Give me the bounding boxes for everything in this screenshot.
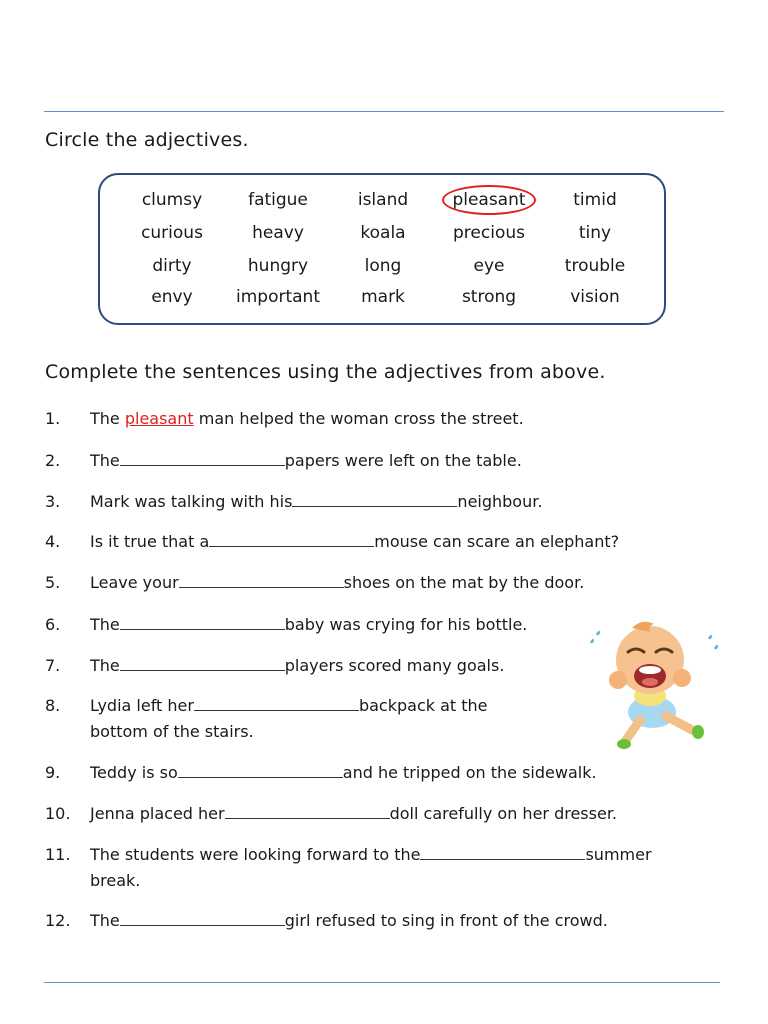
answer-pleasant[interactable]: pleasant (124, 409, 194, 428)
sentence-text: summer (585, 845, 652, 864)
sentence-text: mouse can scare an elephant? (374, 532, 620, 551)
answer-blank[interactable] (179, 571, 344, 588)
word-bank-word[interactable]: important (236, 287, 320, 307)
sentence-text: shoes on the mat by the door. (343, 573, 585, 592)
sentence-text: baby was crying for his bottle. (284, 615, 528, 634)
word-bank-word[interactable]: precious (453, 223, 525, 243)
word-bank-word[interactable]: trouble (564, 256, 626, 276)
sentence-text: The (90, 451, 120, 470)
answer-blank[interactable] (420, 843, 585, 860)
sentence-number: 1. (45, 409, 61, 428)
word-bank-word[interactable]: envy (151, 287, 193, 307)
answer-blank[interactable] (120, 613, 285, 630)
crying-baby-icon (582, 612, 724, 754)
sentence-text: The (90, 615, 120, 634)
word-bank (98, 173, 666, 325)
sentence-number: 10. (45, 804, 71, 823)
sentence-number: 5. (45, 573, 61, 592)
sentence-text: and he tripped on the sidewalk. (342, 763, 597, 782)
sentence-text: Leave your (90, 573, 179, 592)
sentence-text: Lydia left her (90, 696, 194, 715)
word-bank-word[interactable]: island (357, 190, 409, 210)
sentence-text: doll carefully on her dresser. (389, 804, 618, 823)
sentence-text: bottom of the stairs. (90, 722, 254, 741)
sentence-text: Mark was talking with his (90, 492, 293, 511)
word-bank-word[interactable]: eye (473, 256, 505, 276)
word-bank-word[interactable]: strong (461, 287, 517, 307)
word-bank-word[interactable]: tiny (578, 223, 612, 243)
sentence-number: 6. (45, 615, 61, 634)
bottom-divider (44, 982, 720, 983)
sentence-6 (90, 612, 527, 638)
sentence-text: The (90, 656, 120, 675)
word-bank-word[interactable]: dirty (152, 256, 192, 276)
sentence-number: 7. (45, 656, 61, 675)
word-bank-word[interactable]: hungry (247, 256, 309, 276)
sentence-5 (90, 570, 584, 596)
sentence-text: backpack at the (358, 696, 488, 715)
sentence-number: 12. (45, 911, 71, 930)
answer-blank[interactable] (292, 490, 457, 507)
word-bank-word[interactable]: koala (360, 223, 406, 243)
sentence-3 (90, 489, 542, 515)
sentence-number: 8. (45, 696, 61, 715)
sentence-1 (90, 406, 524, 432)
sentence-number: 4. (45, 532, 61, 551)
instruction-circle: Circle the adjectives. (45, 129, 249, 151)
answer-blank[interactable] (209, 530, 374, 547)
sentence-text: The students were looking forward to the (90, 845, 421, 864)
sentence-10 (90, 801, 617, 827)
word-bank-word[interactable]: heavy (252, 223, 304, 243)
sentence-number: 11. (45, 845, 71, 864)
answer-blank[interactable] (178, 761, 343, 778)
sentence-text: The (90, 409, 125, 428)
sentence-number: 3. (45, 492, 61, 511)
sentence-8 (90, 693, 488, 745)
word-bank-word[interactable]: curious (141, 223, 203, 243)
sentence-number: 9. (45, 763, 61, 782)
word-bank-word[interactable]: timid (573, 190, 617, 210)
word-bank-word[interactable]: fatigue (248, 190, 308, 210)
answer-blank[interactable] (194, 694, 359, 711)
sentence-text: break. (90, 871, 141, 890)
sentence-text: players scored many goals. (284, 656, 505, 675)
answer-blank[interactable] (120, 449, 285, 466)
sentence-number: 2. (45, 451, 61, 470)
sentence-text: The (90, 911, 120, 930)
sentence-text: Jenna placed her (90, 804, 225, 823)
word-bank-word[interactable]: clumsy (141, 190, 203, 210)
sentence-7 (90, 653, 504, 679)
answer-blank[interactable] (120, 654, 285, 671)
top-divider (44, 111, 724, 112)
sentence-text: Teddy is so (90, 763, 178, 782)
word-bank-word[interactable]: mark (361, 287, 405, 307)
sentence-text: neighbour. (457, 492, 543, 511)
word-bank-word[interactable]: vision (570, 287, 620, 307)
sentence-2 (90, 448, 522, 474)
word-bank-word[interactable]: long (364, 256, 402, 276)
sentence-11 (90, 842, 652, 894)
answer-blank[interactable] (120, 909, 285, 926)
word-bank-word-circled[interactable]: pleasant (434, 190, 544, 210)
sentence-4 (90, 529, 619, 555)
instruction-complete: Complete the sentences using the adjectives from above. (45, 361, 606, 383)
sentence-text: girl refused to sing in front of the crowd. (284, 911, 608, 930)
sentence-text: Is it true that a (90, 532, 210, 551)
sentence-9 (90, 760, 597, 786)
answer-blank[interactable] (225, 802, 390, 819)
sentence-text: man helped the woman cross the street. (193, 409, 524, 428)
sentence-12 (90, 908, 608, 934)
sentence-text: papers were left on the table. (284, 451, 522, 470)
